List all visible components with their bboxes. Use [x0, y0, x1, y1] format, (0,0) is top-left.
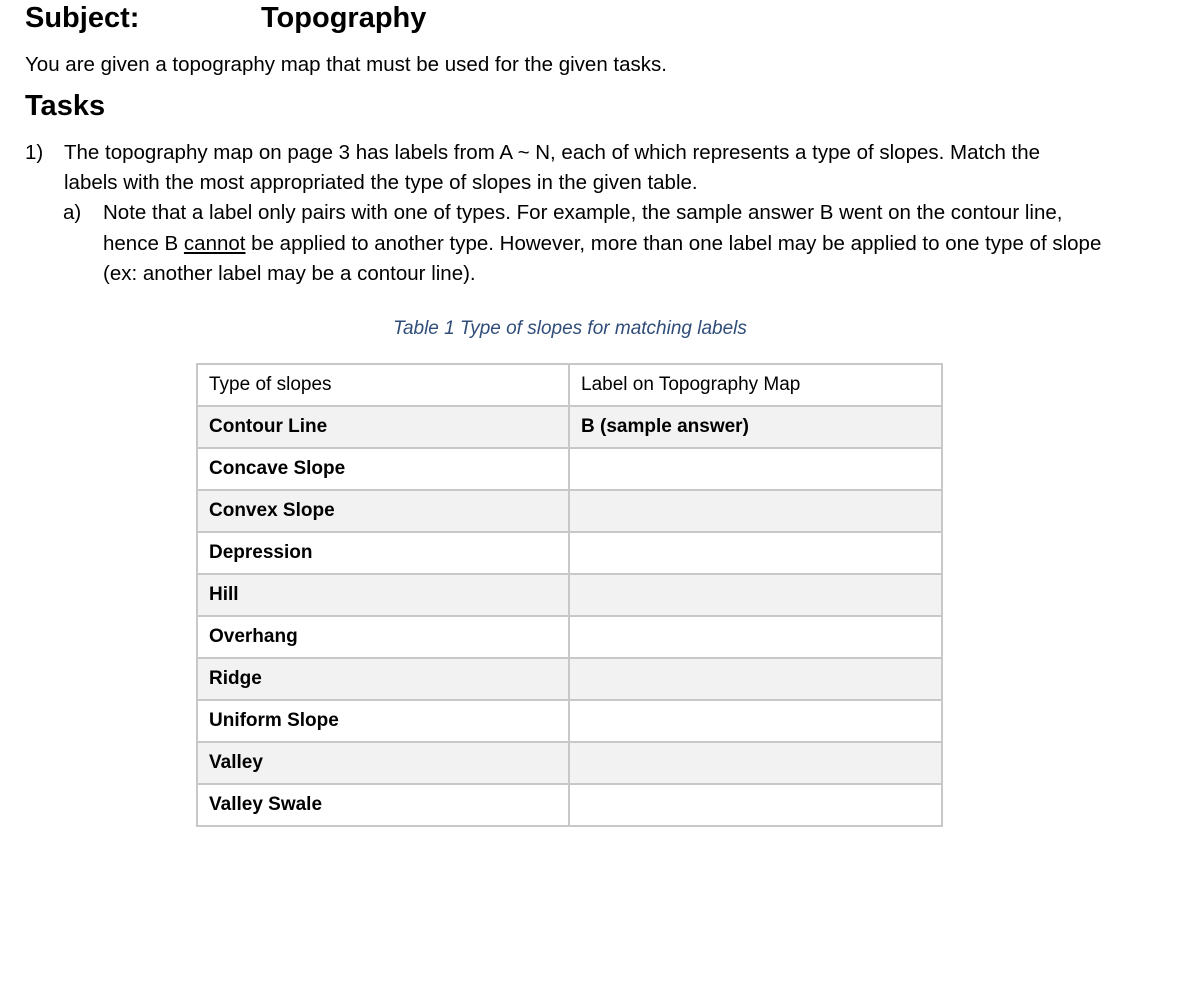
slope-type-cell: Contour Line: [197, 406, 569, 448]
label-answer-cell[interactable]: [569, 574, 942, 616]
label-answer-cell[interactable]: B (sample answer): [569, 406, 942, 448]
table-row: [197, 658, 942, 700]
label-answer-cell[interactable]: [569, 784, 942, 826]
label-answer-cell[interactable]: [569, 532, 942, 574]
task-text: The topography map on page 3 has labels from A ~ N, each of which represents a type of slopes. Match the labels with the most appropriated the type of slopes in the given table.: [64, 141, 1041, 194]
subitem-letter: a): [63, 201, 82, 224]
intro-text: You are given a topography map that must be used for the given tasks.: [25, 53, 667, 76]
subitem-text: [103, 198, 1103, 290]
subitem-text-after: be applied to another type. However, more than one label may be applied to one type of slope (ex: another label may be a contour line).: [103, 231, 1102, 285]
table-header-row: [197, 364, 942, 406]
table-row: [197, 742, 942, 784]
table-row: [197, 784, 942, 826]
slope-type-cell: Uniform Slope: [197, 700, 569, 742]
slope-type-cell: Concave Slope: [197, 448, 569, 490]
table-row: [197, 448, 942, 490]
slope-type-cell: Ridge: [197, 658, 569, 700]
label-answer-cell[interactable]: [569, 490, 942, 532]
slope-type-cell: Overhang: [197, 616, 569, 658]
slope-type-cell: Valley Swale: [197, 784, 569, 826]
subitem-underlined-word: cannot: [183, 231, 246, 255]
slopes-table: [196, 363, 943, 827]
slope-type-cell: Valley: [197, 742, 569, 784]
slope-type-cell: Depression: [197, 532, 569, 574]
subject-value: Topography: [261, 2, 427, 34]
table-row: [197, 406, 942, 448]
slope-type-cell: Hill: [197, 574, 569, 616]
table-row: [197, 700, 942, 742]
header-type: Type of slopes: [197, 364, 569, 406]
slope-type-cell: Convex Slope: [197, 490, 569, 532]
table-row: [197, 574, 942, 616]
label-answer-cell[interactable]: [569, 616, 942, 658]
subject-label: Subject:: [25, 2, 140, 34]
label-answer-cell[interactable]: [569, 700, 942, 742]
label-answer-cell[interactable]: [569, 448, 942, 490]
subitem-text-before: Note that a label only pairs with one of types. For example, the sample answer B went on the contour line, hence B: [103, 201, 1063, 255]
table-caption: Table 1 Type of slopes for matching labels: [393, 318, 747, 339]
table-row: [197, 490, 942, 532]
tasks-heading: Tasks: [25, 90, 106, 122]
label-answer-cell[interactable]: [569, 742, 942, 784]
table-row: [197, 532, 942, 574]
label-answer-cell[interactable]: [569, 658, 942, 700]
table-row: [197, 616, 942, 658]
task-number: 1): [25, 141, 44, 164]
header-label: Label on Topography Map: [569, 364, 942, 406]
